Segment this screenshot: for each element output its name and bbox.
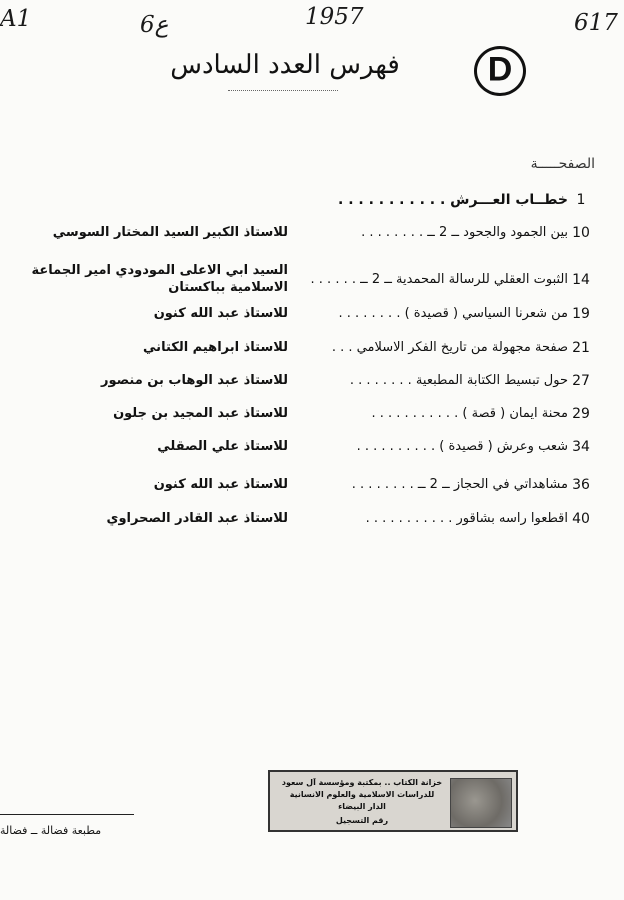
catalog-badge	[474, 46, 526, 96]
handwritten-year: 1957	[305, 4, 364, 30]
toc-author: للاستاذ عبد القادر الصحراوي	[106, 511, 288, 526]
catalog-badge-letter: D	[487, 50, 513, 89]
title-divider	[228, 90, 338, 91]
toc-row	[0, 400, 624, 434]
toc-row	[0, 334, 624, 368]
toc-page-number: 34	[572, 439, 590, 455]
page-column-header: الصفحـــــة	[530, 156, 595, 172]
toc-author: للاستاذ عبد الله كنون	[153, 306, 288, 321]
toc-row	[0, 263, 624, 300]
stamp-line: الدار البيضاء	[338, 802, 386, 811]
toc-page-number: 1	[576, 192, 586, 208]
toc-page-number: 19	[572, 306, 590, 322]
toc-author: للاستاذ الكبير السيد المختار السوسي	[52, 225, 288, 240]
toc-title: شعب وعرش ( قصيدة ) . . . . . . . . . .	[356, 439, 568, 454]
toc-author: للاستاذ علي الصقلي	[157, 439, 288, 454]
toc-row	[0, 219, 624, 253]
toc-title: الثبوت العقلي للرسالة المحمدية ــ 2 ــ . . . . . .	[310, 272, 568, 287]
handwritten-left-mark: A1	[0, 6, 32, 32]
toc-page-number: 21	[572, 340, 590, 356]
toc-title: حول تبسيط الكتابة المطبعية . . . . . . . .	[349, 373, 568, 388]
handwritten-ref-number: 617	[574, 10, 618, 36]
printer-imprint: مطبعة فضالة ــ فضالة	[0, 824, 102, 837]
toc-page-number: 14	[572, 272, 590, 288]
toc-row	[0, 300, 624, 334]
stamp-emblem-image	[450, 778, 512, 828]
toc-title: بين الجمود والجحود ــ 2 ــ . . . . . . . .	[361, 225, 568, 240]
toc-title: مشاهداتي في الحجاز ــ 2 ــ . . . . . . . .	[351, 477, 568, 492]
stamp-line: رقم التسجيل	[335, 816, 389, 825]
toc-page-number: 36	[572, 477, 590, 493]
handwritten-issue-mark: 6ع	[140, 12, 169, 38]
toc-title: خطــاب العـــرش . . . . . . . . . . .	[338, 192, 568, 208]
toc-row	[0, 505, 624, 539]
footer-divider	[0, 814, 134, 815]
toc-author: السيد ابي الاعلى المودودي امير الجماعة الاسلامية بباكستان	[31, 263, 288, 295]
toc-title: من شعرنا السياسي ( قصيدة ) . . . . . . . .	[338, 306, 568, 321]
stamp-line: للدراسات الاسلامية والعلوم الانسانية	[289, 790, 435, 799]
toc-row	[0, 186, 624, 220]
toc-author: للاستاذ عبد المجيد بن جلون	[113, 406, 288, 421]
toc-page-number: 40	[572, 511, 590, 527]
toc-title: صفحة مجهولة من تاريخ الفكر الاسلامي . . .	[331, 340, 568, 355]
toc-author: للاستاذ عبد الله كنون	[153, 477, 288, 492]
toc-page-number: 10	[572, 225, 590, 241]
toc-title: اقطعوا راسه بشاقور . . . . . . . . . . .	[365, 511, 568, 526]
toc-author: للاستاذ عبد الوهاب بن منصور	[100, 373, 288, 388]
toc-row	[0, 433, 624, 467]
library-stamp	[268, 770, 518, 832]
stamp-line: خزانة الكتاب .. بمكتبة ومؤسسة آل سعود	[281, 778, 443, 787]
toc-title: محنة ايمان ( قصة ) . . . . . . . . . . .	[371, 406, 568, 421]
toc-page-number: 27	[572, 373, 590, 389]
toc-row	[0, 471, 624, 505]
page-title: فهرس العدد السادس	[170, 50, 400, 80]
toc-row	[0, 367, 624, 401]
toc-author: للاستاذ ابراهيم الكتاني	[143, 340, 288, 355]
toc-page-number: 29	[572, 406, 590, 422]
